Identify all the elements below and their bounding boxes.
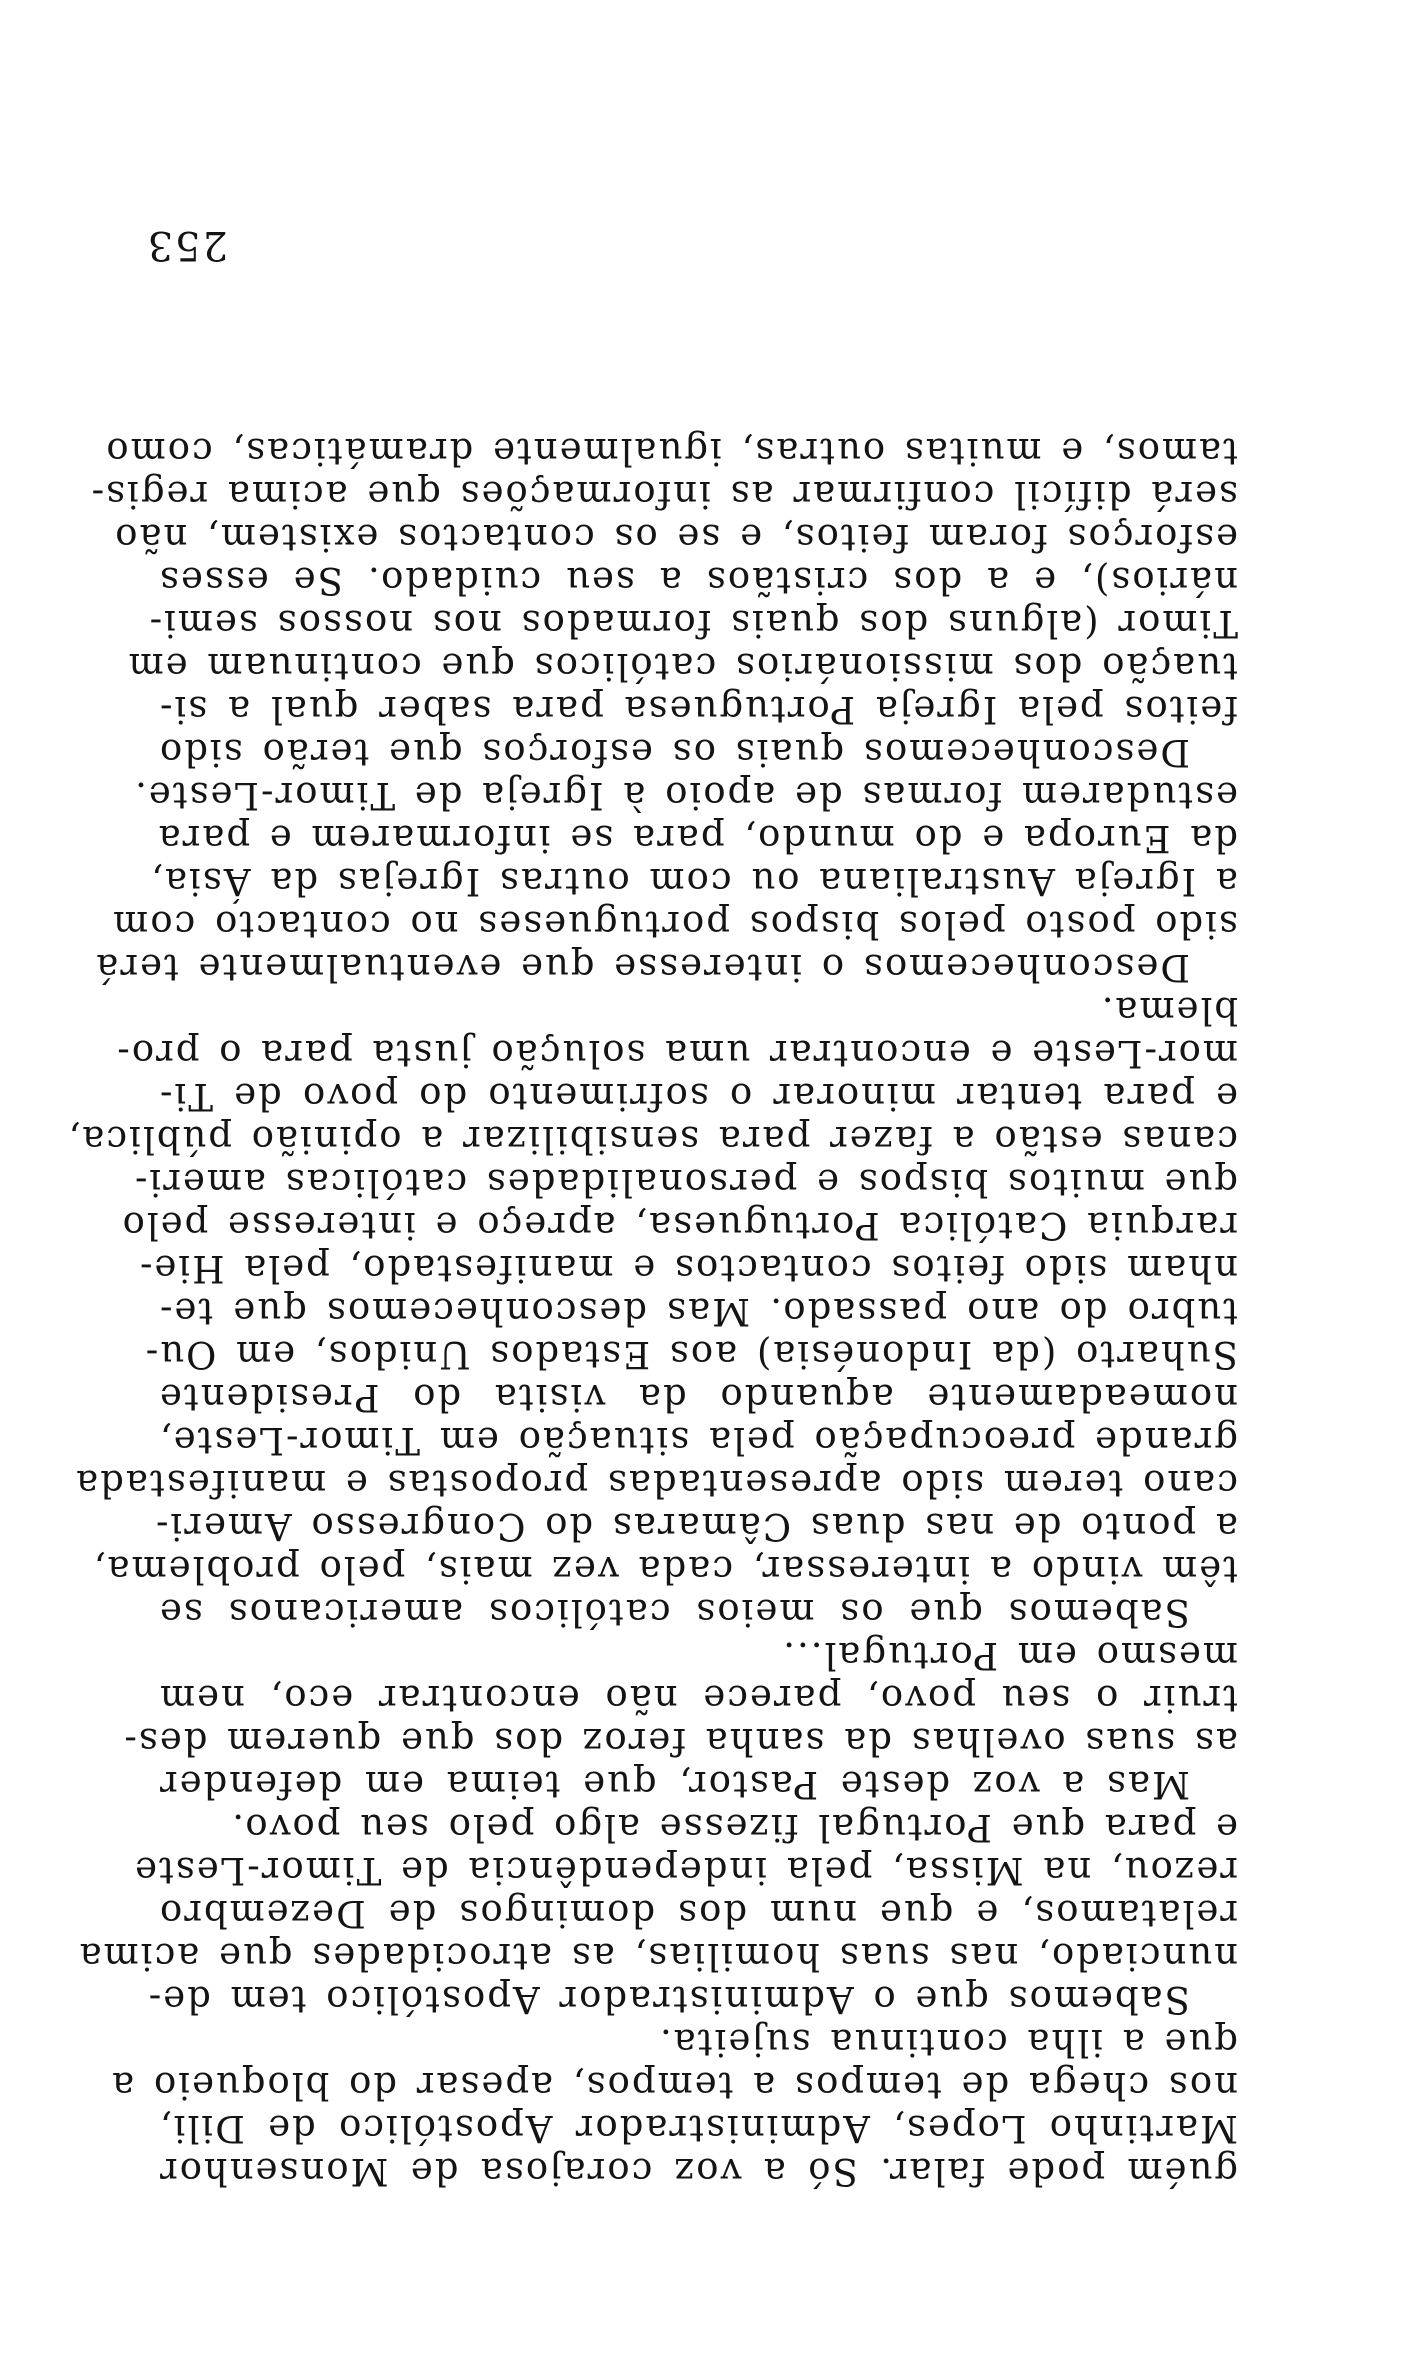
text-line: Sabemos que os meios católicos americanos se <box>158 1591 1190 1634</box>
text-line: nunciado, nas suas homilias, as atrocidades que acima <box>77 1935 1238 1978</box>
text-line: feitos pela Igreja Portuguesa para saber qual a si- <box>158 688 1238 731</box>
text-line: sido posto pelos bispos portugueses no contacto com <box>111 903 1238 946</box>
text-line: será difícil confirmar as informações que acima regis- <box>89 473 1238 516</box>
text-line: blema. <box>1099 989 1238 1032</box>
text-line: a ponto de nas duas Câmaras do Congresso Ameri- <box>154 1505 1238 1548</box>
text-line: guém pode falar. Só a voz corajosa de Monsenhor <box>158 2150 1238 2193</box>
text-line: nomeadamente aquando da visita do Presidente <box>158 1376 1238 1419</box>
text-line: Sabemos que o Administrador Apostólico tem de- <box>146 1978 1190 2021</box>
text-line: e para que Portugal fizesse algo pelo seu povo. <box>230 1806 1238 1849</box>
text-line: que a ilha continua sujeita. <box>657 2021 1238 2064</box>
text-line: Martinho Lopes, Administrador Apostólico de Dili, <box>158 2107 1238 2150</box>
text-line: da Europa e do mundo, para se informarem e para <box>156 817 1238 860</box>
text-line: tuação dos missionários católicos que continuam em <box>126 645 1238 688</box>
text-line: Suharto (da Indonésia) aos Estados Unidos, em Ou- <box>143 1333 1238 1376</box>
text-line: mesmo em Portugal... <box>781 1634 1238 1677</box>
text-line: cano terem sido apresentadas propostas e manifestada <box>74 1462 1238 1505</box>
text-line: que muitos bispos e personalidades católicas ameri- <box>132 1161 1238 1204</box>
text-line: tamos, e muitas outras, igualmente dramáticas, como <box>104 430 1238 473</box>
text-line: têm vindo a interessar, cada vez mais, pelo problema, <box>91 1548 1238 1591</box>
text-line: truir o seu povo, parece não encontrar eco, nem <box>158 1677 1238 1720</box>
text-line: Mas a voz deste Pastor, que teima em defender <box>158 1763 1190 1806</box>
page-body-text <box>66 430 1238 2193</box>
text-line: nários), e a dos cristãos a seu cuidado. Se esses <box>158 559 1238 602</box>
text-line: canas estão a fazer para sensibilizar a opinião pública, <box>66 1118 1238 1161</box>
text-line: esforços foram feitos, e se os contactos existem, não <box>113 516 1238 559</box>
text-line: e para tentar minorar o sofrimento do povo de Ti- <box>158 1075 1238 1118</box>
text-line: nham sido feitos contactos e manifestado, pela Hie- <box>138 1247 1238 1290</box>
text-line: tubro do ano passado. Mas desconhecemos que te- <box>158 1290 1238 1333</box>
text-line: relatamos, e que num dos domingos de Dezembro <box>158 1892 1238 1935</box>
text-line: estudarem formas de apoio à Igreja de Timor-Leste. <box>133 774 1238 817</box>
text-line: nos chega de tempos a tempos, apesar do bloqueio a <box>110 2064 1238 2107</box>
text-line: rarquia Católica Portuguesa, apreço e interesse pelo <box>120 1204 1238 1247</box>
text-line: grande preocupação pela situação em Timor-Leste, <box>158 1419 1238 1462</box>
text-line: Desconhecemos quais os esforços que terão sido <box>158 731 1190 774</box>
text-line: rezou, na Missa, pela independência de Timor-Leste <box>133 1849 1238 1892</box>
page-number: 253 <box>145 222 228 268</box>
text-line: a Igreja Australiana ou com outras Igrejas da Ásia, <box>149 860 1238 903</box>
text-line: mor-Leste e encontrar uma solução justa para o pro- <box>115 1032 1238 1075</box>
text-line: as suas ovelhas da sanha feroz dos que querem des- <box>122 1720 1238 1763</box>
text-line: Desconhecemos o interesse que eventualmente terá <box>94 946 1190 989</box>
text-line: Timor (alguns dos quais formados nos nossos semi- <box>147 602 1238 645</box>
